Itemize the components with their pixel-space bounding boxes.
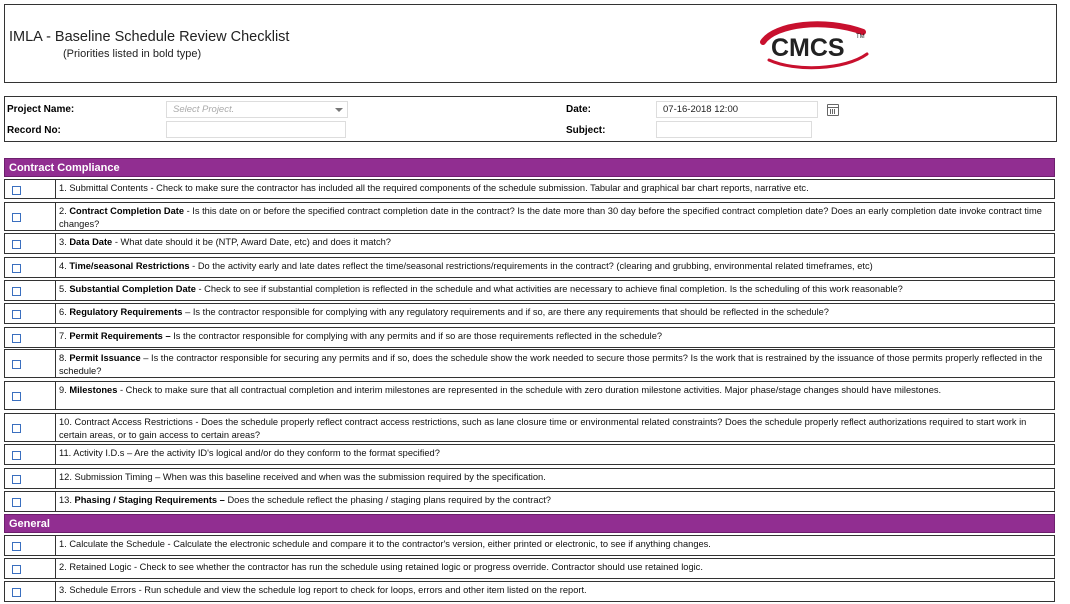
- checklist-row: [4, 381, 1055, 410]
- checklist-row: [4, 179, 1055, 199]
- item-description: 12. Submission Timing – When was this baseline received and when was the submission required by the specification.: [59, 472, 546, 482]
- checklist-row: [4, 413, 1055, 442]
- checklist-item-text: [55, 468, 1055, 489]
- checkbox-cell: [4, 303, 55, 324]
- calendar-icon[interactable]: [827, 104, 839, 116]
- item-description: – Is the contractor responsible for complying with any regulatory requirements and if so, are there any requirements that should be reflected in the schedule?: [182, 307, 829, 317]
- checkbox-cell: [4, 327, 55, 348]
- project-select-value: Select Project.: [173, 104, 235, 115]
- checklist-item-text: [55, 581, 1055, 602]
- checklist-item-text: [55, 381, 1055, 410]
- item-priority-title: Phasing / Staging Requirements –: [74, 495, 225, 505]
- checklist-row: [4, 491, 1055, 512]
- item-description: Is the contractor responsible for complying with any permits and if so are those requirements reflected in the schedule?: [170, 331, 663, 341]
- checklist-checkbox[interactable]: [12, 186, 21, 195]
- checkbox-cell: [4, 535, 55, 556]
- header-panel: [4, 4, 1057, 83]
- item-description: Does the schedule reflect the phasing / staging plans required by the contract?: [224, 495, 551, 505]
- checklist-checkbox[interactable]: [12, 392, 21, 401]
- date-label: Date:: [566, 104, 592, 115]
- checklist-row: [4, 280, 1055, 301]
- item-priority-title: Milestones: [69, 385, 118, 395]
- checklist-item-text: [55, 491, 1055, 512]
- cmcs-logo: [755, 20, 875, 70]
- checklist-row: [4, 558, 1055, 579]
- item-number: 3.: [59, 237, 70, 247]
- item-description: - What date should it be (NTP, Award Date, etc) and does it match?: [112, 237, 391, 247]
- item-description: 2. Retained Logic - Check to see whether the contractor has run the schedule using retained logic or progress override. Contractor should use retained logic.: [59, 562, 703, 572]
- checklist-checkbox[interactable]: [12, 264, 21, 273]
- item-number: 4.: [59, 261, 70, 271]
- subject-label: Subject:: [566, 125, 606, 136]
- checklist-checkbox[interactable]: [12, 498, 21, 507]
- item-description: 1. Submittal Contents - Check to make sure the contractor has included all the required components of the schedule submission. Tabular and graphical bar chart reports, narrative etc.: [59, 183, 809, 193]
- checklist-item-text: [55, 280, 1055, 301]
- checklist-checkbox[interactable]: [12, 334, 21, 343]
- item-priority-title: Permit Requirements –: [69, 331, 171, 341]
- project-select[interactable]: [166, 101, 348, 118]
- item-number: 13.: [59, 495, 75, 505]
- item-number: 9.: [59, 385, 70, 395]
- checklist-row: [4, 303, 1055, 324]
- checklist-row: [4, 349, 1055, 378]
- checklist-row: [4, 257, 1055, 278]
- chevron-down-icon: [335, 108, 343, 112]
- item-priority-title: Regulatory Requirements: [69, 307, 183, 317]
- checklist-row: [4, 535, 1055, 556]
- checklist-item-text: [55, 303, 1055, 324]
- checklist-checkbox[interactable]: [12, 588, 21, 597]
- logo-text: CMCS: [771, 34, 845, 62]
- item-priority-title: Contract Completion Date: [69, 206, 185, 216]
- checklist-item-text: [55, 327, 1055, 348]
- item-priority-title: Data Date: [69, 237, 113, 247]
- checkbox-cell: [4, 280, 55, 301]
- item-description: - Check to see if substantial completion is reflected in the schedule and what activities are necessary to achieve final completion. Is the scheduling of this work reasonable?: [195, 284, 903, 294]
- checkbox-cell: [4, 349, 55, 378]
- checklist-checkbox[interactable]: [12, 451, 21, 460]
- item-description: – Is the contractor responsible for securing any permits and if so, does the schedule show the work needed to secure those permits? Is the work that is restrained by the issuance of those permits properly reflected in the schedule?: [59, 353, 1043, 376]
- checklist-item-text: [55, 202, 1055, 231]
- checkbox-cell: [4, 202, 55, 231]
- item-number: 2.: [59, 206, 70, 216]
- checklist-checkbox[interactable]: [12, 565, 21, 574]
- checklist-row: [4, 581, 1055, 602]
- checklist-item-text: [55, 444, 1055, 465]
- checkbox-cell: [4, 257, 55, 278]
- checklist-item-text: [55, 413, 1055, 442]
- item-description: 1. Calculate the Schedule - Calculate the electronic schedule and compare it to the contractor's version, either printed or electronic, to see if anything changes.: [59, 539, 711, 549]
- item-description: - Do the activity early and late dates reflect the time/seasonal restrictions/requirements in the contract? (clearing and grubbing, environmental related timeframes, etc): [189, 261, 873, 271]
- item-description: - Is this date on or before the specified contract completion date in the contract? Is the date more than 30 day before the specified contract completion date? Does an early completion date invoke contract time changes?: [59, 206, 1042, 229]
- checklist-item-text: [55, 349, 1055, 378]
- checkbox-cell: [4, 233, 55, 254]
- checkbox-cell: [4, 468, 55, 489]
- checklist-checkbox[interactable]: [12, 287, 21, 296]
- checkbox-cell: [4, 581, 55, 602]
- checkbox-cell: [4, 179, 55, 199]
- checklist-item-text: [55, 535, 1055, 556]
- checklist-item-text: [55, 233, 1055, 254]
- item-priority-title: Permit Issuance: [69, 353, 141, 363]
- checkbox-cell: [4, 413, 55, 442]
- checkbox-cell: [4, 381, 55, 410]
- item-number: 8.: [59, 353, 70, 363]
- checklist-item-text: [55, 257, 1055, 278]
- item-number: 7.: [59, 331, 70, 341]
- checklist-checkbox[interactable]: [12, 475, 21, 484]
- item-number: 6.: [59, 307, 70, 317]
- checklist-checkbox[interactable]: [12, 240, 21, 249]
- checklist-row: [4, 327, 1055, 348]
- record-no-label: Record No:: [7, 125, 61, 136]
- item-number: 5.: [59, 284, 70, 294]
- item-description: 10. Contract Access Restrictions - Does the schedule properly reflect contract access restrictions, such as lane closure time or environmental related constraints? Does the schedule properly reflect authorizations required to start work in certain areas, or to gain access to certain areas?: [59, 417, 1027, 440]
- item-description: 3. Schedule Errors - Run schedule and view the schedule log report to check for loops, errors and other item listed on the report.: [59, 585, 587, 595]
- section-header-contract-compliance: Contract Compliance: [4, 158, 1055, 177]
- logo-tm: TM: [856, 34, 865, 40]
- checkbox-cell: [4, 444, 55, 465]
- checklist-row: [4, 233, 1055, 254]
- checkbox-cell: [4, 558, 55, 579]
- checklist-row: [4, 444, 1055, 465]
- item-description: 11. Activity I.D.s – Are the activity ID's logical and/or do they conform to the format specified?: [59, 448, 440, 458]
- record-no-input[interactable]: [166, 121, 346, 138]
- subject-input[interactable]: [656, 121, 812, 138]
- checklist-item-text: [55, 558, 1055, 579]
- item-priority-title: Time/seasonal Restrictions: [69, 261, 190, 271]
- checklist-checkbox[interactable]: [12, 542, 21, 551]
- date-input[interactable]: 07-16-2018 12:00: [656, 101, 818, 118]
- page-title: IMLA - Baseline Schedule Review Checklist: [9, 29, 290, 45]
- project-name-label: Project Name:: [7, 104, 75, 115]
- checklist-row: [4, 468, 1055, 489]
- record-info-panel: [4, 96, 1057, 142]
- page-subtitle: (Priorities listed in bold type): [63, 48, 202, 60]
- item-description: - Check to make sure that all contractual completion and interim milestones are represented in the schedule with zero duration milestone activities. Major phase/stage changes should have milestones.: [117, 385, 942, 395]
- checklist-checkbox[interactable]: [12, 310, 21, 319]
- checklist-checkbox[interactable]: [12, 424, 21, 433]
- checkbox-cell: [4, 491, 55, 512]
- checklist-checkbox[interactable]: [12, 213, 21, 222]
- checklist-row: [4, 202, 1055, 231]
- checklist-item-text: [55, 179, 1055, 199]
- section-header-general: General: [4, 514, 1055, 533]
- checklist-checkbox[interactable]: [12, 360, 21, 369]
- item-priority-title: Substantial Completion Date: [69, 284, 196, 294]
